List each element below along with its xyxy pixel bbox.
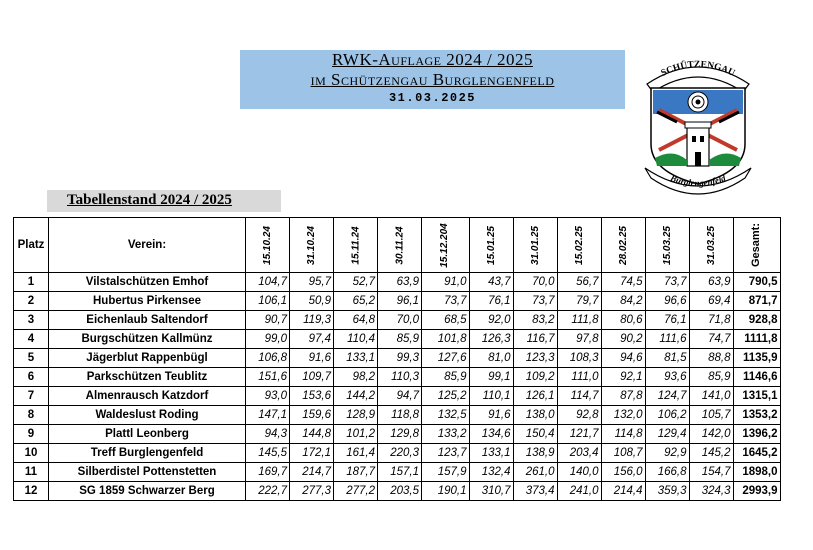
table-row — [14, 330, 781, 349]
cell-score: 138,9 — [513, 444, 557, 463]
cell-score: 126,3 — [469, 330, 513, 349]
cell-score: 214,4 — [601, 482, 645, 501]
cell-score: 83,2 — [513, 311, 557, 330]
cell-verein: Waldeslust Roding — [49, 406, 246, 425]
cell-verein: Parkschützen Teublitz — [49, 368, 246, 387]
table-row — [14, 387, 781, 406]
cell-score: 68,5 — [422, 311, 470, 330]
cell-score: 96,6 — [645, 292, 689, 311]
cell-platz: 12 — [14, 482, 49, 501]
cell-score: 124,7 — [645, 387, 689, 406]
cell-score: 110,1 — [469, 387, 513, 406]
table-row — [14, 425, 781, 444]
cell-score: 172,1 — [290, 444, 334, 463]
cell-score: 203,4 — [557, 444, 601, 463]
cell-gesamt: 790,5 — [733, 273, 780, 292]
cell-score: 132,5 — [422, 406, 470, 425]
cell-score: 128,9 — [334, 406, 378, 425]
cell-score: 43,7 — [469, 273, 513, 292]
cell-score: 129,8 — [378, 425, 422, 444]
cell-score: 133,1 — [334, 349, 378, 368]
cell-score: 91,6 — [290, 349, 334, 368]
cell-score: 91,6 — [469, 406, 513, 425]
table-row — [14, 311, 781, 330]
cell-score: 85,9 — [378, 330, 422, 349]
cell-score: 109,2 — [513, 368, 557, 387]
cell-score: 220,3 — [378, 444, 422, 463]
cell-score: 123,7 — [422, 444, 470, 463]
table-row — [14, 463, 781, 482]
cell-score: 92,9 — [645, 444, 689, 463]
cell-score: 277,3 — [290, 482, 334, 501]
cell-score: 261,0 — [513, 463, 557, 482]
cell-score: 108,3 — [557, 349, 601, 368]
cell-score: 116,7 — [513, 330, 557, 349]
cell-score: 90,7 — [246, 311, 290, 330]
table-row — [14, 292, 781, 311]
cell-score: 140,0 — [557, 463, 601, 482]
cell-platz: 5 — [14, 349, 49, 368]
cell-score: 106,2 — [645, 406, 689, 425]
cell-gesamt: 2993,9 — [733, 482, 780, 501]
table-subtitle: Tabellenstand 2024 / 2025 — [67, 192, 232, 208]
cell-score: 90,2 — [601, 330, 645, 349]
cell-score: 157,9 — [422, 463, 470, 482]
cell-score: 145,5 — [246, 444, 290, 463]
cell-score: 169,7 — [246, 463, 290, 482]
cell-verein: Jägerblut Rappenbügl — [49, 349, 246, 368]
cell-score: 145,2 — [689, 444, 733, 463]
cell-score: 277,2 — [334, 482, 378, 501]
cell-score: 93,6 — [645, 368, 689, 387]
cell-score: 106,1 — [246, 292, 290, 311]
title-banner — [240, 50, 625, 109]
logo-bottom-text: Burglengenfeld — [669, 172, 727, 189]
cell-score: 65,2 — [334, 292, 378, 311]
cell-score: 123,3 — [513, 349, 557, 368]
cell-score: 81,0 — [469, 349, 513, 368]
cell-gesamt: 871,7 — [733, 292, 780, 311]
cell-gesamt: 1135,9 — [733, 349, 780, 368]
cell-score: 121,7 — [557, 425, 601, 444]
cell-score: 144,2 — [334, 387, 378, 406]
header-date: 15.02.25 — [557, 218, 601, 273]
cell-score: 97,8 — [557, 330, 601, 349]
cell-score: 63,9 — [689, 273, 733, 292]
cell-score: 94,3 — [246, 425, 290, 444]
cell-score: 92,8 — [557, 406, 601, 425]
cell-score: 157,1 — [378, 463, 422, 482]
schuetzengau-crest-logo — [637, 52, 759, 195]
cell-score: 373,4 — [513, 482, 557, 501]
cell-score: 159,6 — [290, 406, 334, 425]
cell-score: 92,0 — [469, 311, 513, 330]
cell-score: 99,1 — [469, 368, 513, 387]
cell-verein: Burgschützen Kallmünz — [49, 330, 246, 349]
cell-score: 101,2 — [334, 425, 378, 444]
cell-gesamt: 1353,2 — [733, 406, 780, 425]
cell-score: 141,0 — [689, 387, 733, 406]
cell-gesamt: 1898,0 — [733, 463, 780, 482]
cell-score: 144,8 — [290, 425, 334, 444]
cell-score: 52,7 — [334, 273, 378, 292]
cell-gesamt: 1146,6 — [733, 368, 780, 387]
cell-score: 156,0 — [601, 463, 645, 482]
cell-score: 92,1 — [601, 368, 645, 387]
cell-score: 70,0 — [513, 273, 557, 292]
standings-table — [13, 217, 781, 501]
table-row — [14, 406, 781, 425]
cell-score: 93,0 — [246, 387, 290, 406]
header-date: 15.11.24 — [334, 218, 378, 273]
cell-score: 94,7 — [378, 387, 422, 406]
cell-score: 138,0 — [513, 406, 557, 425]
cell-score: 203,5 — [378, 482, 422, 501]
cell-score: 110,4 — [334, 330, 378, 349]
header-date: 30.11.24 — [378, 218, 422, 273]
cell-score: 91,0 — [422, 273, 470, 292]
cell-platz: 1 — [14, 273, 49, 292]
header-date: 31.01.25 — [513, 218, 557, 273]
table-header-row — [14, 218, 781, 273]
cell-verein: Silberdistel Pottenstetten — [49, 463, 246, 482]
cell-platz: 9 — [14, 425, 49, 444]
cell-score: 119,3 — [290, 311, 334, 330]
cell-score: 64,8 — [334, 311, 378, 330]
cell-score: 108,7 — [601, 444, 645, 463]
cell-score: 99,0 — [246, 330, 290, 349]
cell-score: 79,7 — [557, 292, 601, 311]
cell-score: 110,3 — [378, 368, 422, 387]
cell-score: 133,2 — [422, 425, 470, 444]
cell-platz: 8 — [14, 406, 49, 425]
cell-score: 150,4 — [513, 425, 557, 444]
cell-score: 132,0 — [601, 406, 645, 425]
cell-verein: Hubertus Pirkensee — [49, 292, 246, 311]
cell-score: 95,7 — [290, 273, 334, 292]
table-row — [14, 349, 781, 368]
cell-score: 310,7 — [469, 482, 513, 501]
cell-score: 129,4 — [645, 425, 689, 444]
header-verein: Verein: — [49, 218, 246, 273]
cell-score: 70,0 — [378, 311, 422, 330]
cell-score: 166,8 — [645, 463, 689, 482]
cell-score: 85,9 — [422, 368, 470, 387]
cell-score: 105,7 — [689, 406, 733, 425]
cell-score: 76,1 — [645, 311, 689, 330]
cell-platz: 4 — [14, 330, 49, 349]
cell-verein: Almenrausch Katzdorf — [49, 387, 246, 406]
cell-score: 324,3 — [689, 482, 733, 501]
cell-platz: 2 — [14, 292, 49, 311]
title-date: 31.03.2025 — [388, 91, 476, 105]
cell-verein: Eichenlaub Saltendorf — [49, 311, 246, 330]
title-line-1: RWK-Auflage 2024 / 2025 — [332, 50, 533, 69]
table-row — [14, 368, 781, 387]
cell-score: 98,2 — [334, 368, 378, 387]
cell-score: 111,6 — [645, 330, 689, 349]
cell-score: 84,2 — [601, 292, 645, 311]
cell-gesamt: 1396,2 — [733, 425, 780, 444]
cell-score: 71,8 — [689, 311, 733, 330]
cell-score: 56,7 — [557, 273, 601, 292]
cell-score: 114,8 — [601, 425, 645, 444]
cell-platz: 3 — [14, 311, 49, 330]
cell-score: 85,9 — [689, 368, 733, 387]
cell-score: 125,2 — [422, 387, 470, 406]
cell-score: 132,4 — [469, 463, 513, 482]
cell-gesamt: 928,8 — [733, 311, 780, 330]
cell-gesamt: 1315,1 — [733, 387, 780, 406]
table-row — [14, 482, 781, 501]
header-platz: Platz — [14, 218, 49, 273]
cell-score: 154,7 — [689, 463, 733, 482]
cell-score: 76,1 — [469, 292, 513, 311]
table-subtitle-box — [47, 190, 281, 212]
cell-platz: 10 — [14, 444, 49, 463]
cell-platz: 11 — [14, 463, 49, 482]
cell-score: 73,7 — [513, 292, 557, 311]
cell-score: 147,1 — [246, 406, 290, 425]
cell-score: 111,8 — [557, 311, 601, 330]
cell-platz: 6 — [14, 368, 49, 387]
cell-score: 109,7 — [290, 368, 334, 387]
cell-score: 153,6 — [290, 387, 334, 406]
cell-gesamt: 1645,2 — [733, 444, 780, 463]
header-gesamt: Gesamt: — [733, 218, 780, 273]
cell-score: 73,7 — [645, 273, 689, 292]
cell-gesamt: 1111,8 — [733, 330, 780, 349]
cell-score: 96,1 — [378, 292, 422, 311]
cell-score: 359,3 — [645, 482, 689, 501]
cell-score: 97,4 — [290, 330, 334, 349]
header-date: 15.01.25 — [469, 218, 513, 273]
cell-score: 50,9 — [290, 292, 334, 311]
cell-verein: Treff Burglengenfeld — [49, 444, 246, 463]
cell-score: 88,8 — [689, 349, 733, 368]
cell-score: 94,6 — [601, 349, 645, 368]
cell-verein: SG 1859 Schwarzer Berg — [49, 482, 246, 501]
header-date: 15.12.204 — [422, 218, 470, 273]
cell-score: 214,7 — [290, 463, 334, 482]
logo-top-text: SCHÜTZENGAU — [659, 59, 737, 79]
cell-score: 63,9 — [378, 273, 422, 292]
cell-score: 73,7 — [422, 292, 470, 311]
cell-score: 222,7 — [246, 482, 290, 501]
cell-score: 74,5 — [601, 273, 645, 292]
cell-score: 111,0 — [557, 368, 601, 387]
cell-score: 133,1 — [469, 444, 513, 463]
cell-verein: Plattl Leonberg — [49, 425, 246, 444]
table-row — [14, 444, 781, 463]
cell-score: 114,7 — [557, 387, 601, 406]
cell-score: 161,4 — [334, 444, 378, 463]
header-date: 15.10.24 — [246, 218, 290, 273]
cell-verein: Vilstalschützen Emhof — [49, 273, 246, 292]
header-date: 28.02.25 — [601, 218, 645, 273]
cell-score: 187,7 — [334, 463, 378, 482]
cell-score: 74,7 — [689, 330, 733, 349]
cell-platz: 7 — [14, 387, 49, 406]
header-date: 31.10.24 — [290, 218, 334, 273]
cell-score: 104,7 — [246, 273, 290, 292]
cell-score: 241,0 — [557, 482, 601, 501]
cell-score: 142,0 — [689, 425, 733, 444]
header-date: 15.03.25 — [645, 218, 689, 273]
cell-score: 99,3 — [378, 349, 422, 368]
cell-score: 87,8 — [601, 387, 645, 406]
cell-score: 134,6 — [469, 425, 513, 444]
cell-score: 81,5 — [645, 349, 689, 368]
cell-score: 106,8 — [246, 349, 290, 368]
cell-score: 126,1 — [513, 387, 557, 406]
cell-score: 190,1 — [422, 482, 470, 501]
header-date: 31.03.25 — [689, 218, 733, 273]
cell-score: 69,4 — [689, 292, 733, 311]
cell-score: 127,6 — [422, 349, 470, 368]
table-row — [14, 273, 781, 292]
cell-score: 151,6 — [246, 368, 290, 387]
cell-score: 118,8 — [378, 406, 422, 425]
cell-score: 101,8 — [422, 330, 470, 349]
title-line-2: im Schützengau Burglengenfeld — [310, 70, 555, 89]
cell-score: 80,6 — [601, 311, 645, 330]
